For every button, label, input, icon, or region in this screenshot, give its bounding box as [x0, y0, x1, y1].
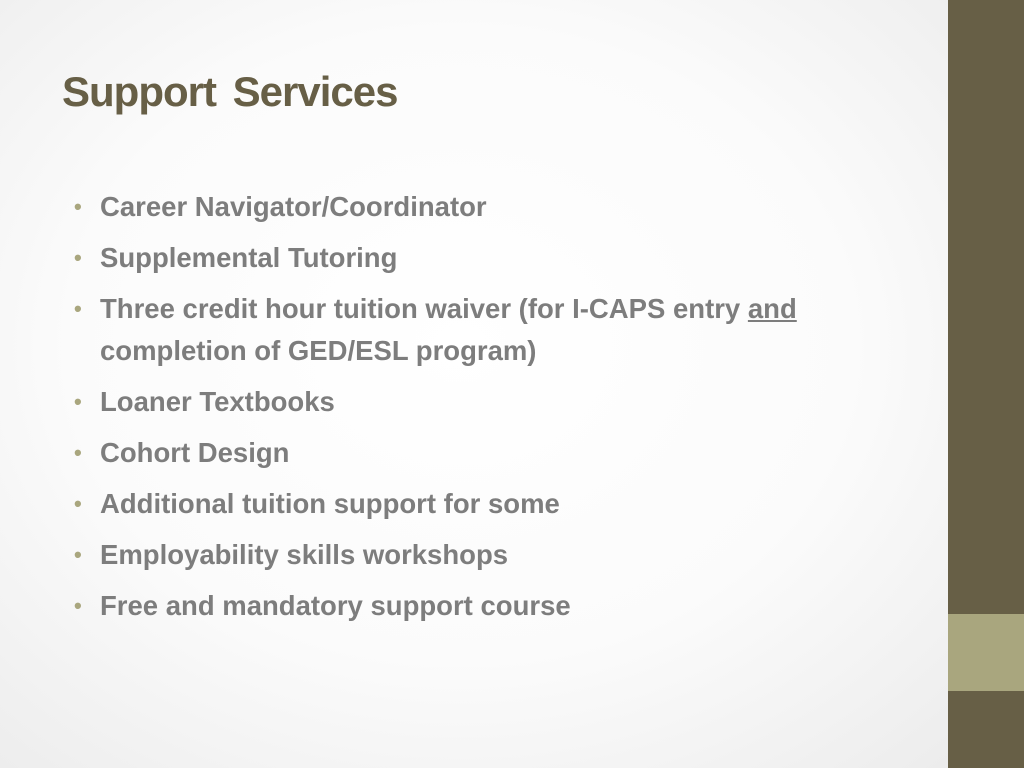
bullet-text: Free and mandatory support course [100, 590, 571, 621]
bullet-item [74, 186, 904, 228]
bullet-icon: • [74, 389, 82, 414]
bullet-icon: • [74, 593, 82, 618]
bullet-item [74, 483, 904, 525]
underlined-word: and [747, 293, 797, 324]
bullet-item [74, 432, 904, 474]
bullet-item [74, 534, 904, 576]
bullet-item [74, 288, 904, 372]
bullet-text: Loaner Textbooks [100, 386, 335, 417]
bullet-icon: • [74, 296, 82, 321]
bullet-text: Supplemental Tutoring [100, 242, 398, 273]
bullet-item [74, 381, 904, 423]
bullet-text [100, 293, 797, 366]
bullet-text-part: completion of GED/ESL program) [100, 335, 537, 366]
side-decor-accent [948, 614, 1024, 691]
bullet-item [74, 585, 904, 627]
slide-title: Support Services [62, 68, 398, 115]
bullet-text-part: Three credit hour tuition waiver (for I-CAPS entry [100, 293, 748, 324]
bullet-item [74, 237, 904, 279]
bullet-icon: • [74, 194, 82, 219]
bullet-text: Employability skills workshops [100, 539, 509, 570]
bullet-list [74, 186, 904, 636]
bullet-icon: • [74, 440, 82, 465]
bullet-text: Career Navigator/Coordinator [100, 191, 487, 222]
bullet-icon: • [74, 491, 82, 516]
bullet-text: Cohort Design [100, 437, 290, 468]
bullet-text: Additional tuition support for some [100, 488, 560, 519]
bullet-icon: • [74, 542, 82, 567]
bullet-icon: • [74, 245, 82, 270]
